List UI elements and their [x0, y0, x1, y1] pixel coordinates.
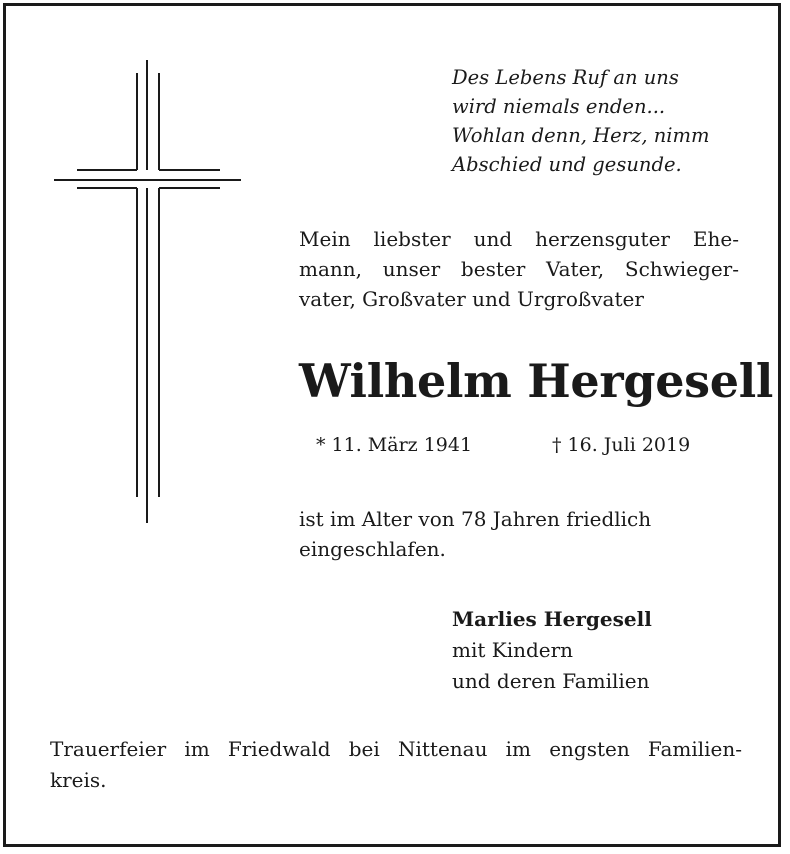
funeral-line: Trauerfeier im Friedwald bei Nittenau im engsten Familien-	[50, 737, 742, 761]
birth-date: * 11. März 1941	[316, 434, 473, 456]
age-line: ist im Alter von 78 Jahren friedlich	[299, 507, 652, 531]
verse	[452, 63, 710, 179]
deceased-name: Wilhelm Hergesell	[299, 354, 774, 408]
verse-line: wird niemals enden...	[452, 95, 666, 118]
funeral-line: kreis.	[50, 768, 107, 792]
age-line: eingeschlafen.	[299, 537, 446, 561]
intro-text	[299, 224, 739, 314]
signature-line: und deren Familien	[452, 669, 650, 693]
verse-line: Wohlan denn, Herz, nimm	[452, 124, 710, 147]
funeral-notice	[50, 734, 742, 796]
signer-name: Marlies Hergesell	[452, 607, 652, 631]
death-date: † 16. Juli 2019	[552, 434, 691, 456]
signature-line: mit Kindern	[452, 638, 574, 662]
verse-line: Abschied und gesunde.	[452, 153, 682, 176]
intro-line: mann, unser bester Vater, Schwieger-	[299, 257, 739, 281]
verse-line: Des Lebens Ruf an uns	[452, 66, 679, 89]
intro-line: vater, Großvater und Urgroßvater	[299, 287, 644, 311]
age-statement	[299, 504, 651, 564]
intro-line: Mein liebster und herzensguter Ehe-	[299, 227, 739, 251]
signature-block	[452, 604, 652, 697]
